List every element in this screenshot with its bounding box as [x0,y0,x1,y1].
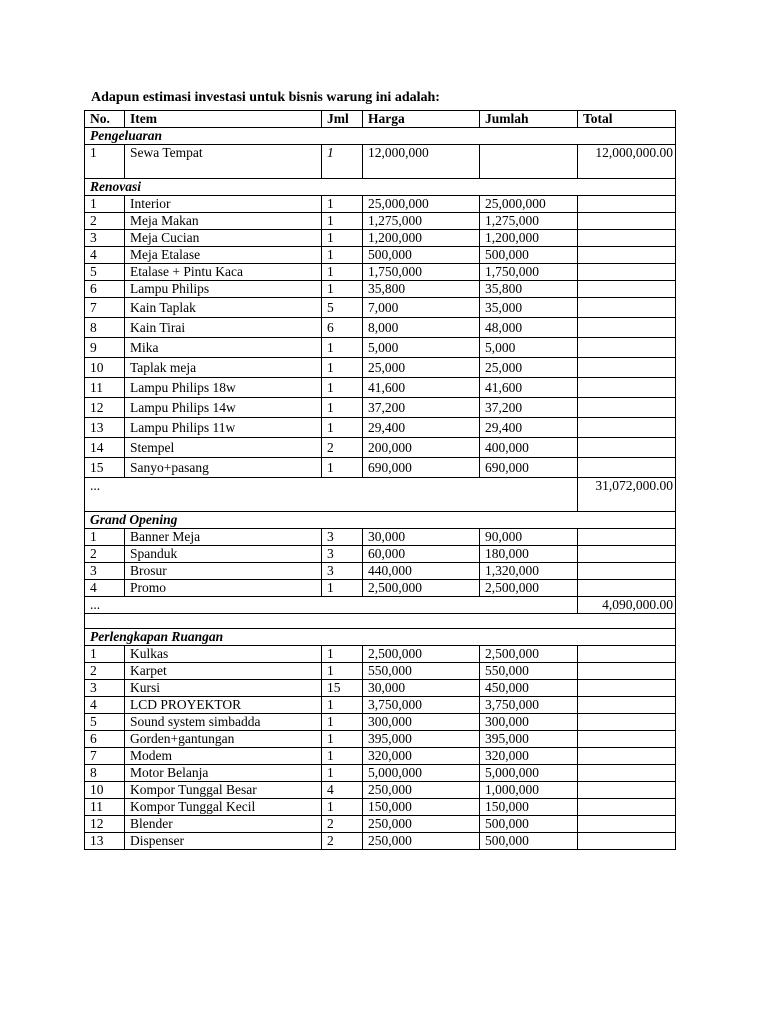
cell-harga: 41,600 [363,378,480,398]
cell-jumlah: 5,000 [480,338,578,358]
table-header [85,111,676,128]
section-title: Pengeluaran [85,128,676,145]
cell-jml: 1 [322,281,363,298]
cell-item: Meja Makan [125,213,322,230]
cell-total [578,697,676,714]
cell-no: 12 [85,816,125,833]
table-row [85,438,676,458]
cell-jml: 1 [322,731,363,748]
cell-no: 10 [85,358,125,378]
header-item: Item [125,111,322,128]
cell-total [578,230,676,247]
cell-item: Spanduk [125,546,322,563]
cell-harga: 1,275,000 [363,213,480,230]
cell-jumlah: 37,200 [480,398,578,418]
cell-jumlah: 90,000 [480,529,578,546]
cell-jumlah: 500,000 [480,247,578,264]
cell-jumlah: 1,000,000 [480,782,578,799]
cell-item: Sewa Tempat [125,145,322,179]
cell-no: 3 [85,680,125,697]
cell-jml: 5 [322,298,363,318]
cell-harga: 250,000 [363,782,480,799]
cell-jml: 1 [322,697,363,714]
table-row [85,338,676,358]
table-row [85,247,676,264]
cell-jml: 2 [322,833,363,850]
table-row [85,264,676,281]
table-row [85,663,676,680]
cell-total [578,196,676,213]
cell-harga: 5,000,000 [363,765,480,782]
cell-jml: 1 [322,663,363,680]
cell-harga: 250,000 [363,816,480,833]
cell-item: Lampu Philips [125,281,322,298]
header-jml: Jml [322,111,363,128]
cell-harga: 2,500,000 [363,580,480,597]
cell-harga: 550,000 [363,663,480,680]
cell-no: 11 [85,378,125,398]
cell-total [578,418,676,438]
cell-no: 3 [85,563,125,580]
cell-no: 4 [85,697,125,714]
cell-harga: 25,000 [363,358,480,378]
cell-total [578,748,676,765]
cell-jml: 6 [322,318,363,338]
cell-total [578,213,676,230]
cell-item: Lampu Philips 11w [125,418,322,438]
cell-jml: 1 [322,398,363,418]
cell-total [578,580,676,597]
cell-jumlah: 1,750,000 [480,264,578,281]
cell-item: Modem [125,748,322,765]
cell-jml: 3 [322,546,363,563]
cell-jumlah: 25,000,000 [480,196,578,213]
cell-total: 12,000,000.00 [578,145,676,179]
cell-harga: 60,000 [363,546,480,563]
cell-jml: 2 [322,438,363,458]
cell-jumlah: 1,320,000 [480,563,578,580]
cell-no: 1 [85,646,125,663]
section-title: Perlengkapan Ruangan [85,629,676,646]
cell-total [578,799,676,816]
cell-jml: 3 [322,529,363,546]
cell-no: 2 [85,663,125,680]
table-row [85,646,676,663]
cell-jml: 1 [322,714,363,731]
cell-no: 13 [85,833,125,850]
cell-jml: 1 [322,338,363,358]
cell-total [578,529,676,546]
cell-jml: 1 [322,378,363,398]
cell-total [578,680,676,697]
cell-jumlah: 25,000 [480,358,578,378]
cell-no: 1 [85,196,125,213]
cell-item: Stempel [125,438,322,458]
section-row [85,512,676,529]
header-total: Total [578,111,676,128]
cell-harga: 30,000 [363,529,480,546]
cell-jumlah: 1,200,000 [480,230,578,247]
subtotal-label: ... [85,478,578,512]
cell-total [578,546,676,563]
cell-jumlah: 395,000 [480,731,578,748]
table-row [85,213,676,230]
cell-item: Lampu Philips 18w [125,378,322,398]
cell-jml: 1 [322,264,363,281]
cell-harga: 29,400 [363,418,480,438]
cell-jml: 1 [322,799,363,816]
cell-jumlah: 1,275,000 [480,213,578,230]
investment-table [84,110,676,850]
subtotal-value: 4,090,000.00 [578,597,676,614]
table-row [85,230,676,247]
cell-no: 8 [85,318,125,338]
header-harga: Harga [363,111,480,128]
cell-jumlah: 550,000 [480,663,578,680]
cell-no: 5 [85,714,125,731]
table-row [85,714,676,731]
cell-jumlah: 29,400 [480,418,578,438]
cell-jumlah: 41,600 [480,378,578,398]
cell-no: 11 [85,799,125,816]
table-row [85,529,676,546]
section-row [85,179,676,196]
cell-total [578,731,676,748]
cell-no: 10 [85,782,125,799]
cell-item: Gorden+gantungan [125,731,322,748]
cell-no: 7 [85,748,125,765]
cell-item: Brosur [125,563,322,580]
cell-jml: 1 [322,748,363,765]
cell-no: 9 [85,338,125,358]
table-row [85,358,676,378]
cell-jml: 1 [322,358,363,378]
cell-jml: 1 [322,213,363,230]
cell-harga: 690,000 [363,458,480,478]
cell-jml: 1 [322,247,363,264]
page-title: Adapun estimasi investasi untuk bisnis warung ini adalah: [91,90,440,105]
cell-item: Kursi [125,680,322,697]
cell-harga: 1,200,000 [363,230,480,247]
cell-item: Meja Etalase [125,247,322,264]
cell-total [578,816,676,833]
cell-jml: 15 [322,680,363,697]
cell-no: 6 [85,731,125,748]
cell-harga: 200,000 [363,438,480,458]
cell-no: 15 [85,458,125,478]
cell-jumlah: 320,000 [480,748,578,765]
cell-item: Karpet [125,663,322,680]
subtotal-row [85,597,676,614]
cell-jml: 2 [322,816,363,833]
cell-jumlah: 2,500,000 [480,646,578,663]
cell-total [578,281,676,298]
cell-no: 14 [85,438,125,458]
blank-row [85,614,676,629]
cell-jumlah: 500,000 [480,833,578,850]
table-row [85,680,676,697]
cell-item: Kulkas [125,646,322,663]
cell-jumlah: 150,000 [480,799,578,816]
cell-jml: 4 [322,782,363,799]
cell-jumlah [480,145,578,179]
cell-total [578,663,676,680]
table-row [85,799,676,816]
cell-jumlah: 35,000 [480,298,578,318]
cell-jml: 1 [322,196,363,213]
cell-total [578,646,676,663]
cell-item: Motor Belanja [125,765,322,782]
header-jumlah: Jumlah [480,111,578,128]
cell-item: Kain Tirai [125,318,322,338]
cell-harga: 500,000 [363,247,480,264]
cell-total [578,398,676,418]
cell-total [578,782,676,799]
cell-total [578,765,676,782]
cell-jml: 1 [322,765,363,782]
table-row [85,697,676,714]
cell-item: Kompor Tunggal Kecil [125,799,322,816]
cell-harga: 150,000 [363,799,480,816]
cell-jumlah: 2,500,000 [480,580,578,597]
cell-no: 6 [85,281,125,298]
cell-no: 7 [85,298,125,318]
section-row [85,629,676,646]
cell-total [578,247,676,264]
cell-item: Blender [125,816,322,833]
table-row [85,418,676,438]
cell-total [578,338,676,358]
cell-jumlah: 450,000 [480,680,578,697]
cell-jml: 1 [322,580,363,597]
table-row [85,748,676,765]
cell-item: Kain Taplak [125,298,322,318]
cell-item: Etalase + Pintu Kaca [125,264,322,281]
table-row [85,281,676,298]
cell-total [578,563,676,580]
cell-harga: 250,000 [363,833,480,850]
table-row [85,145,676,179]
subtotal-label: ... [85,597,578,614]
cell-total [578,438,676,458]
cell-total [578,298,676,318]
table-row [85,833,676,850]
table-row [85,298,676,318]
cell-harga: 35,800 [363,281,480,298]
cell-harga: 2,500,000 [363,646,480,663]
section-title: Renovasi [85,179,676,196]
cell-no: 1 [85,529,125,546]
table-row [85,196,676,213]
table-row [85,816,676,833]
cell-jml: 1 [322,418,363,438]
cell-no: 8 [85,765,125,782]
cell-jumlah: 690,000 [480,458,578,478]
cell-total [578,264,676,281]
table-row [85,458,676,478]
cell-item: Kompor Tunggal Besar [125,782,322,799]
cell-jml: 3 [322,563,363,580]
table-row [85,318,676,338]
cell-jml: 1 [322,230,363,247]
section-row [85,128,676,145]
cell-harga: 7,000 [363,298,480,318]
cell-harga: 12,000,000 [363,145,480,179]
cell-no: 5 [85,264,125,281]
cell-item: Sound system simbadda [125,714,322,731]
cell-total [578,833,676,850]
cell-jumlah: 48,000 [480,318,578,338]
cell-total [578,318,676,338]
cell-harga: 3,750,000 [363,697,480,714]
cell-jumlah: 180,000 [480,546,578,563]
cell-no: 3 [85,230,125,247]
cell-item: Dispenser [125,833,322,850]
cell-item: Mika [125,338,322,358]
cell-no: 2 [85,213,125,230]
cell-jumlah: 3,750,000 [480,697,578,714]
table-row [85,782,676,799]
table-row [85,398,676,418]
table-body [85,111,676,850]
cell-item: Meja Cucian [125,230,322,247]
cell-no: 4 [85,580,125,597]
cell-jumlah: 35,800 [480,281,578,298]
cell-jumlah: 5,000,000 [480,765,578,782]
cell-item: Promo [125,580,322,597]
cell-harga: 395,000 [363,731,480,748]
cell-jumlah: 400,000 [480,438,578,458]
cell-harga: 30,000 [363,680,480,697]
cell-no: 13 [85,418,125,438]
cell-total [578,378,676,398]
cell-item: Banner Meja [125,529,322,546]
cell-total [578,458,676,478]
table-row [85,765,676,782]
cell-item: Taplak meja [125,358,322,378]
cell-harga: 320,000 [363,748,480,765]
cell-harga: 5,000 [363,338,480,358]
cell-no: 2 [85,546,125,563]
cell-no: 12 [85,398,125,418]
cell-harga: 300,000 [363,714,480,731]
cell-item: LCD PROYEKTOR [125,697,322,714]
cell-jml: 1 [322,458,363,478]
cell-jml: 1 [322,646,363,663]
header-no: No. [85,111,125,128]
table-row [85,378,676,398]
cell-jml: 1 [322,145,363,179]
cell-item: Interior [125,196,322,213]
table-row [85,731,676,748]
cell-harga: 1,750,000 [363,264,480,281]
blank-cell [85,614,676,629]
cell-harga: 25,000,000 [363,196,480,213]
cell-total [578,358,676,378]
cell-jumlah: 500,000 [480,816,578,833]
cell-harga: 8,000 [363,318,480,338]
cell-no: 1 [85,145,125,179]
table-row [85,563,676,580]
subtotal-value: 31,072,000.00 [578,478,676,512]
cell-item: Sanyo+pasang [125,458,322,478]
cell-no: 4 [85,247,125,264]
cell-total [578,714,676,731]
cell-harga: 37,200 [363,398,480,418]
table-row [85,546,676,563]
subtotal-row [85,478,676,512]
table-row [85,580,676,597]
section-title: Grand Opening [85,512,676,529]
cell-item: Lampu Philips 14w [125,398,322,418]
cell-harga: 440,000 [363,563,480,580]
cell-jumlah: 300,000 [480,714,578,731]
